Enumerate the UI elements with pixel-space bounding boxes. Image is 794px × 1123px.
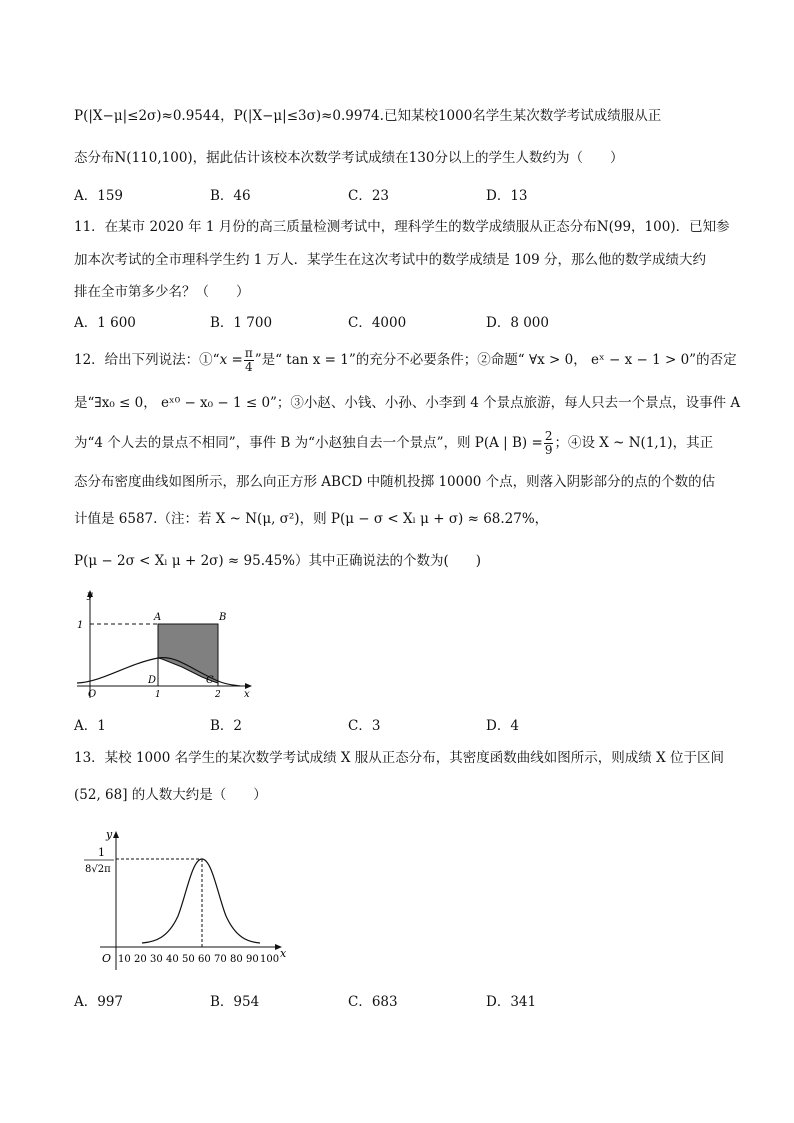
q12-line-1-post: ”是“ tan x = 1”的充分不必要条件；②命题“ ∀x > 0， eˣ − x − 1 > 0”的否定 [254, 352, 737, 368]
q12-line-6: P(μ − 2σ < Xₗ μ + 2σ) ≈ 95.45%）其中正确说法的个数为( ) [74, 553, 482, 569]
q12-label-x: x [244, 689, 250, 700]
q11-option-c: C．4000 [348, 315, 407, 331]
q12-pi-over-4 [244, 347, 254, 374]
q12-label-a: A [154, 612, 162, 623]
q13-tick: 60 [198, 954, 211, 965]
q13-y-arrow [113, 831, 119, 838]
q12-option-c: C．3 [348, 718, 381, 734]
q12-label-y: y [87, 590, 93, 601]
q12-line-4: 态分布密度曲线如图所示，那么向正方形 ABCD 中随机投掷 10000 个点，则落入阴影部分的点的个数的估 [74, 474, 716, 490]
q13-origin: O [102, 952, 112, 965]
q12-frac2-num: 2 [544, 429, 553, 443]
q13-tick: 50 [182, 954, 195, 965]
q12-line-3-pre: 为“4 个人去的景点不相同”，事件 B 为“小赵独自去一个景点”，则 P(A | B) = [74, 435, 543, 451]
q10-option-c: C．23 [348, 188, 390, 204]
q13-tick: 30 [150, 954, 163, 965]
q13-tick: 20 [134, 954, 147, 965]
q13-line-1: 13．某校 1000 名学生的某次数学考试成绩 X 服从正态分布，其密度函数曲线如图所示，则成绩 X 位于区间 [74, 750, 725, 766]
q12-frac2-den: 9 [544, 443, 553, 457]
q12-line-3 [74, 430, 713, 457]
q13-tick: 70 [214, 954, 227, 965]
q13-normal-curve-figure [80, 826, 300, 974]
q12-option-d: D．4 [486, 718, 519, 734]
q13-line-2: (52, 68] 的人数大约是（ ） [74, 787, 267, 803]
q11-line-1: 11．在某市 2020 年 1 月份的高三质量检测考试中，理科学生的数学成绩服从正态分布N(99，100)．已知参 [74, 219, 730, 235]
q13-option-a: A．997 [74, 994, 124, 1010]
q10-line-2: 态分布N(110,100)，据此估计该校本次数学考试成绩在130分以上的学生人数约为（ ） [74, 150, 624, 166]
q12-option-a: A．1 [74, 718, 106, 734]
q12-frac-num: π [244, 346, 253, 360]
q12-frac-den: 4 [244, 360, 253, 374]
q12-option-b: B．2 [210, 718, 243, 734]
q13-peak-denominator: 8√2π [85, 864, 111, 875]
q12-line-2: 是“∃x₀ ≤ 0， eˣ⁰ − x₀ − 1 ≤ 0”；③小赵、小钱、小孙、小李到 4 个景点旅游，每人只去一个景点，设事件 A [74, 395, 741, 411]
q12-line-1-x: x = [219, 352, 243, 368]
q13-density-curve [142, 859, 260, 943]
q12-label-c: C [206, 675, 214, 686]
q13-option-b: B．954 [210, 994, 260, 1010]
q13-tick: 10 [118, 954, 131, 965]
q12-line-5: 计值是 6587.（注：若 X ~ N(μ, σ²)，则 P(μ − σ < Xₗ μ + σ) ≈ 68.27%， [74, 511, 549, 527]
q13-peak-numerator: 1 [98, 846, 105, 859]
q12-label-one: 1 [77, 620, 84, 631]
q10-option-a: A．159 [74, 188, 124, 204]
q11-option-a: A．1 600 [74, 315, 136, 331]
q13-label-x: x [280, 947, 287, 960]
q13-label-y: y [106, 828, 113, 841]
q11-line-3: 排在全市第多少名？（ ） [74, 284, 250, 300]
q13-option-d: D．341 [486, 994, 537, 1010]
q12-line-1 [74, 347, 737, 374]
q12-tick-2: 2 [215, 690, 221, 700]
q10-option-b: B．46 [210, 188, 251, 204]
q12-label-b: B [219, 612, 227, 623]
q13-x-ticks [118, 954, 279, 965]
q13-option-c: C．683 [348, 994, 398, 1010]
q12-tick-1: 1 [155, 690, 161, 700]
q13-tick: 100 [260, 954, 280, 965]
q12-two-ninths [544, 430, 554, 457]
q11-option-d: D．8 000 [486, 315, 549, 331]
q12-line-1-pre: 12．给出下列说法：①“ [74, 352, 220, 368]
q11-line-2: 加本次考试的全市理科学生约 1 万人．某学生在这次考试中的数学成绩是 109 分，那么他的数学成绩大约 [74, 252, 707, 268]
q10-option-d: D．13 [486, 188, 528, 204]
q11-option-b: B．1 700 [210, 315, 273, 331]
q12-label-d: D [148, 675, 157, 686]
q13-tick: 90 [246, 954, 259, 965]
q12-line-3-post: ；④设 X ~ N(1,1)，其正 [554, 435, 714, 451]
q12-normal-curve-figure [72, 584, 262, 702]
q13-tick: 80 [230, 954, 243, 965]
q12-label-o: O [88, 689, 97, 700]
q10-line-1: P(|X−μ|≤2σ)≈0.9544，P(|X−μ|≤3σ)≈0.9974.已知某校1000名学生某次数学考试成绩服从正 [74, 108, 662, 124]
q13-tick: 40 [166, 954, 179, 965]
